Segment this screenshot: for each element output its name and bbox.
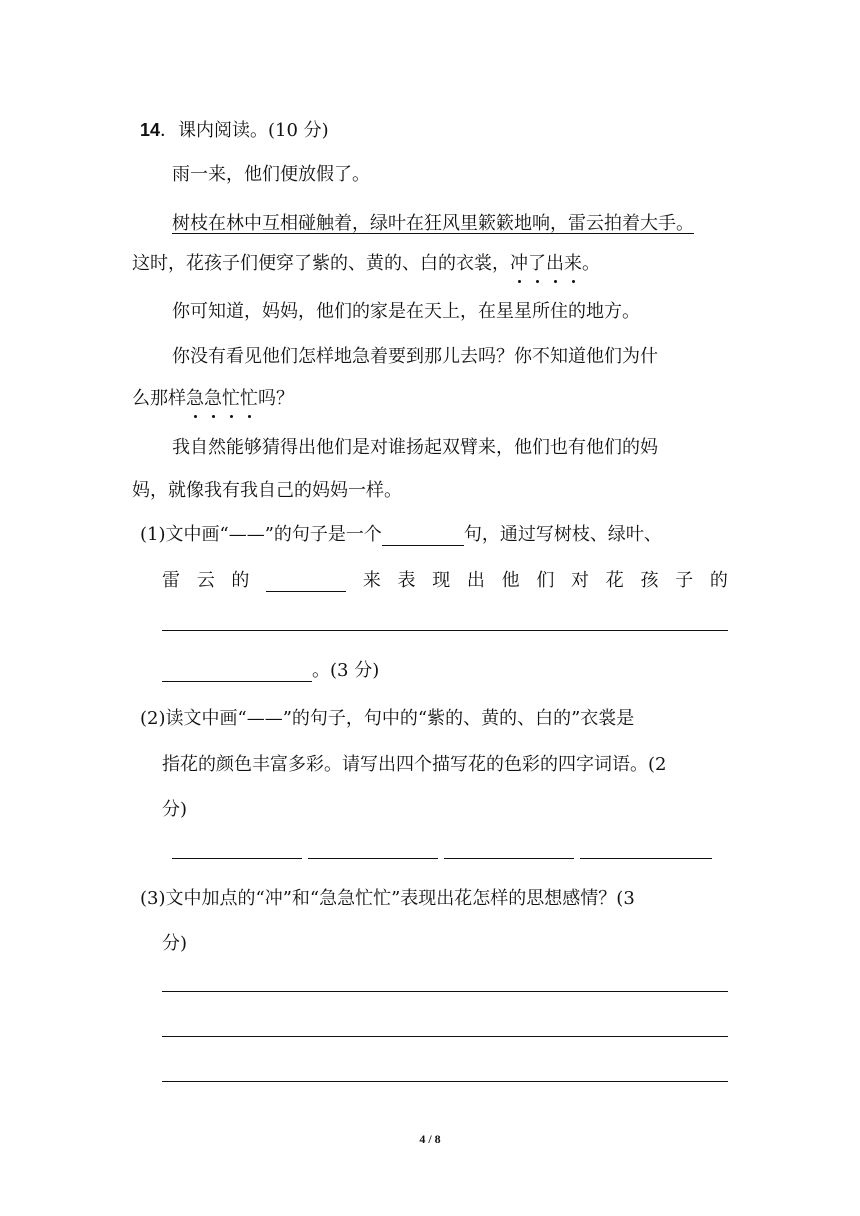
q1-word: 出: [466, 570, 485, 591]
passage-text: 么那样: [132, 388, 186, 409]
q1-word: 雷: [162, 570, 180, 591]
passage-underlined-sentence: 树枝在林中互相碰触着，绿叶在狂风里簌簌地响，雷云拍着大手。: [172, 213, 694, 234]
q1-answer-blank-1[interactable]: [382, 527, 464, 546]
q1-word: 子: [675, 570, 694, 591]
passage-paragraph-3: 你可知道，妈妈，他们的家是在天上，在星星所住的地方。: [172, 301, 640, 322]
question-title: ．课内阅读。(10 分): [160, 120, 329, 141]
q2-answer-blank-1[interactable]: [172, 858, 302, 859]
q1-word: 来: [362, 570, 381, 591]
question-heading: [140, 116, 329, 142]
passage-paragraph-4-line-1: 你没有看见他们怎样地急着要到那儿去吗？你不知道他们为什: [172, 346, 658, 367]
q2-answer-blank-3[interactable]: [444, 858, 574, 859]
passage-paragraph-1: 雨一来，他们便放假了。: [172, 164, 370, 185]
page-number: 4 / 8: [419, 1132, 441, 1146]
q1-word: 表: [397, 570, 416, 591]
q3-answer-line-3[interactable]: [162, 1081, 728, 1082]
q3-line-2: 分): [162, 933, 188, 954]
q1-word: 们: [536, 570, 555, 591]
dotted-char: 来: [564, 249, 582, 275]
q1-line-4: [162, 656, 379, 682]
q2-answer-blank-4[interactable]: [580, 858, 712, 859]
q2-line-3: 分): [162, 799, 188, 820]
q3-answer-line-1[interactable]: [162, 991, 728, 992]
q1-line-2: [162, 566, 728, 592]
q2-line-2: 指花的颜色丰富多彩。请写出四个描写花的色彩的四字词语。(2: [162, 754, 667, 775]
dotted-char: 出: [546, 249, 564, 275]
q1-answer-line[interactable]: [162, 630, 728, 631]
q1-word: 对: [571, 570, 590, 591]
q2-line-1: (2)读文中画“——”的句子，句中的“紫的、黄的、白的”衣裳是: [140, 708, 635, 729]
q1-word: 的: [709, 570, 728, 591]
q1-word: 孩: [640, 570, 659, 591]
q1-answer-blank-2[interactable]: [266, 573, 346, 592]
passage-text: 吗？: [258, 388, 294, 409]
q1-text: 。(3 分): [312, 660, 380, 681]
q3-line-1: (3)文中加点的“冲”和“急急忙忙”表现出花怎样的思想感情？(3: [140, 888, 635, 909]
q2-answer-blank-2[interactable]: [308, 858, 438, 859]
q1-line-1: [140, 520, 662, 546]
passage-paragraph-2-cont: [132, 249, 600, 275]
dotted-char: 冲: [510, 249, 528, 275]
q3-answer-line-2[interactable]: [162, 1036, 728, 1037]
q1-word: 的: [231, 570, 250, 591]
dotted-char: 急: [186, 384, 204, 410]
dotted-char: 了: [528, 249, 546, 275]
passage-paragraph-4-line-2: [132, 384, 294, 410]
dotted-char: 急: [204, 384, 222, 410]
dotted-char: 忙: [240, 384, 258, 410]
passage-text: 。: [582, 253, 600, 274]
dotted-char: 忙: [222, 384, 240, 410]
q1-word: 现: [432, 570, 451, 591]
passage-text: 这时，花孩子们便穿了紫的、黄的、白的衣裳，: [132, 253, 510, 274]
q1-word: 云: [196, 570, 215, 591]
passage-paragraph-5-line-2: 妈，就像我有我自己的妈妈一样。: [132, 480, 402, 501]
q1-word: 花: [605, 570, 624, 591]
passage-paragraph-5-line-1: 我自然能够猜得出他们是对谁扬起双臂来，他们也有他们的妈: [172, 437, 658, 458]
q1-word: 他: [501, 570, 520, 591]
q1-text: (1)文中画“——”的句子是一个: [140, 524, 382, 545]
question-number: 14: [140, 120, 161, 140]
q1-answer-blank-3[interactable]: [162, 663, 312, 682]
q1-text: 句，通过写树枝、绿叶、: [463, 524, 662, 545]
